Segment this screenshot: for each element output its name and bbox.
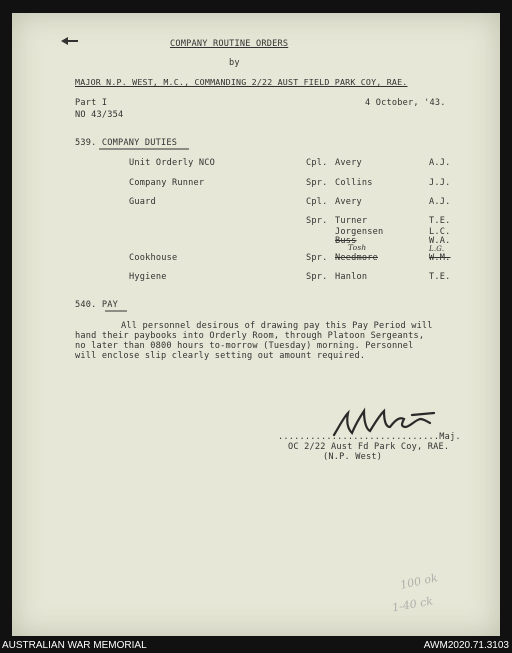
duty-label: Hygiene [129, 272, 167, 282]
duty-initials: W.A. [429, 236, 451, 246]
issuer-line: MAJOR N.P. WEST, M.C., COMMANDING 2/22 AUST FIELD PARK COY, RAE. [75, 77, 408, 87]
duty-label: Cookhouse [129, 253, 178, 263]
handwritten-name: Tosh [348, 243, 367, 252]
signatory-name: (N.P. West) [323, 452, 383, 462]
duty-label: Company Runner [129, 178, 205, 188]
duty-initials: T.E. [429, 216, 451, 226]
duty-label: Guard [129, 197, 156, 207]
section-539-heading [75, 138, 177, 148]
duty-initials: L.C. [429, 227, 451, 237]
duty-name: Hanlon [335, 272, 368, 282]
order-date: 4 October, '43. [365, 98, 446, 108]
pay-paragraph-line: no later than 0800 hours to-morrow (Tuesday) morning. Personnel [75, 341, 414, 351]
footer-left-label: AUSTRALIAN WAR MEMORIAL [2, 640, 147, 651]
part-label: Part I [75, 98, 108, 108]
duty-label: Unit Orderly NCO [129, 158, 215, 168]
duty-initials: A.J. [429, 197, 451, 207]
duty-name: Collins [335, 178, 373, 188]
duty-name: Avery [335, 197, 362, 207]
duty-rank: Spr. [306, 178, 328, 188]
footer-right-label: AWM2020.71.3103 [423, 640, 509, 651]
duty-rank: Cpl. [306, 158, 328, 168]
duty-initials: W.M. [429, 253, 451, 263]
duty-name: Avery [335, 158, 362, 168]
signatory-unit: OC 2/22 Aust Fd Park Coy, RAE. [288, 442, 450, 452]
pay-paragraph-line: hand their paybooks into Orderly Room, through Platoon Sergeants, [75, 331, 425, 341]
duty-initials: J.J. [429, 178, 451, 188]
duty-initials: A.J. [429, 158, 451, 168]
pencil-note: 1-40 ck [391, 594, 434, 615]
duty-rank: Cpl. [306, 197, 328, 207]
document-title: COMPANY ROUTINE ORDERS [170, 39, 289, 49]
arrow-mark-icon [60, 36, 80, 46]
heading-underline [99, 148, 189, 150]
by-line: by [229, 58, 240, 68]
duty-name: Needmore [335, 253, 378, 263]
handwritten-initials: L.G. [429, 245, 445, 253]
section-heading-text: 539. COMPANY DUTIES [75, 138, 178, 148]
pay-paragraph-line: will enclose slip clearly setting out amount required. [75, 351, 366, 361]
duty-name: Jorgensen [335, 227, 384, 237]
pencil-note: 100 ok [399, 571, 439, 592]
duty-name: Turner [335, 216, 368, 226]
signature-line: ..............................Maj. [278, 432, 461, 442]
duty-rank: Spr. [306, 216, 328, 226]
order-number: NO 43/354 [75, 110, 124, 120]
heading-underline [105, 310, 127, 312]
pay-paragraph-line: All personnel desirous of drawing pay this Pay Period will [121, 321, 433, 331]
duty-initials: T.E. [429, 272, 451, 282]
duty-rank: Spr. [306, 272, 328, 282]
section-540-heading: 540. PAY [75, 300, 118, 310]
duty-name: Buss [335, 236, 357, 246]
duty-rank: Spr. [306, 253, 328, 263]
